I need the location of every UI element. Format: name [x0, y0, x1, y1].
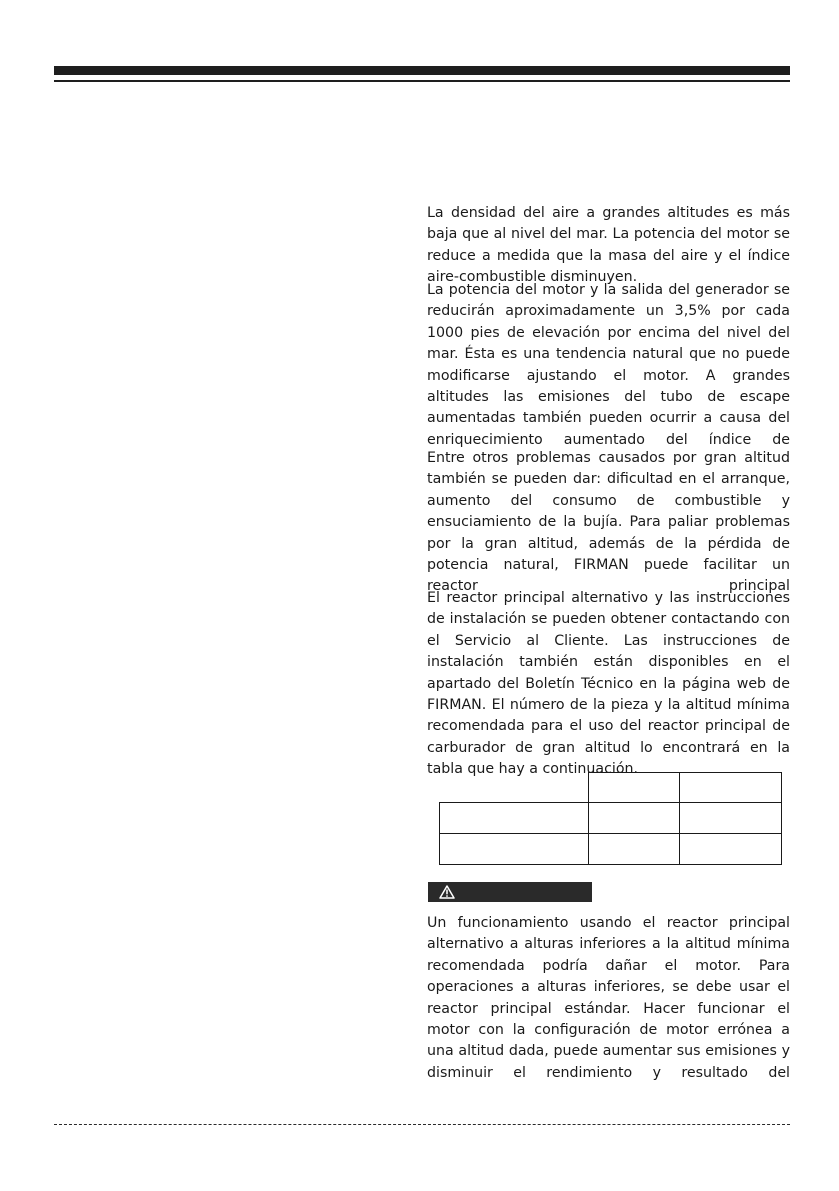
table-row: [440, 803, 782, 834]
paragraph-alternative-jet-text: El reactor principal alternativo y las instrucciones de instalación se pueden obtener contactando con el Servicio al Cliente. Las instrucciones de instalación también están disponibles en el apartado del Boletín Técnico en la página web de FIRMAN. El número de la pieza y la altitud mínima recomendada para el uso del reactor principal de carburador de gran altitud lo encontrará en la tabla que hay a continuación.: [427, 590, 790, 778]
footer-dashed-rule: [54, 1124, 790, 1125]
jet-specification-table: [439, 772, 782, 865]
paragraph-air-density-text: La densidad del aire a grandes altitudes es más baja que al nivel del mar. La potencia del motor se reduce a medida que la masa del aire y el índice aire-combustible disminuyen.: [427, 205, 790, 286]
paragraph-power-reduction-text: La potencia del motor y la salida del generador se reducirán aproximadamente un 3,5% por cada 1000 pies de elevación por encima del nivel del mar. Ésta es una tendencia natural que no puede modificarse ajustando el motor. A grandes altitudes las emisiones del tubo de escape aumentadas también pueden ocurrir a causa del enriquecimiento aumentado del índice de: [427, 282, 790, 448]
table-cell: [440, 803, 589, 834]
warning-triangle-icon: [439, 885, 455, 899]
warning-paragraph: [427, 913, 790, 1084]
table-row: [440, 834, 782, 865]
table-cell: [440, 773, 589, 803]
table-cell: [680, 834, 782, 865]
table-cell: [440, 834, 589, 865]
paragraph-power-reduction: [427, 280, 790, 451]
table-cell: [589, 834, 680, 865]
warning-paragraph-text: Un funcionamiento usando el reactor principal alternativo a alturas inferiores a la altitud mínima recomendada podría dañar el motor. Para operaciones a alturas inferiores, se debe usar el reactor principal estándar. Hacer funcionar el motor con la configuración de motor errónea a una altitud dada, puede aumentar sus emisiones y disminuir el rendimiento y resultado del: [427, 915, 790, 1081]
warning-bar: [428, 882, 592, 902]
table-header-cell: [589, 773, 680, 803]
table-cell: [680, 803, 782, 834]
table-cell: [589, 803, 680, 834]
header-rule-thick: [54, 66, 790, 75]
paragraph-altitude-problems-text: Entre otros problemas causados por gran altitud también se pueden dar: dificultad en el arranque, aumento del consumo de combustible y ensuciamiento de la bujía. Para paliar problemas por la gran altitud, además de la pérdida de potencia natural, FIRMAN puede facilitar un reactor principal: [427, 450, 790, 595]
paragraph-air-density: [427, 203, 790, 289]
table-header-cell: [680, 773, 782, 803]
table-row: [440, 773, 782, 803]
paragraph-alternative-jet: [427, 588, 790, 781]
header-rule-thin: [54, 80, 790, 82]
paragraph-altitude-problems: [427, 448, 790, 598]
